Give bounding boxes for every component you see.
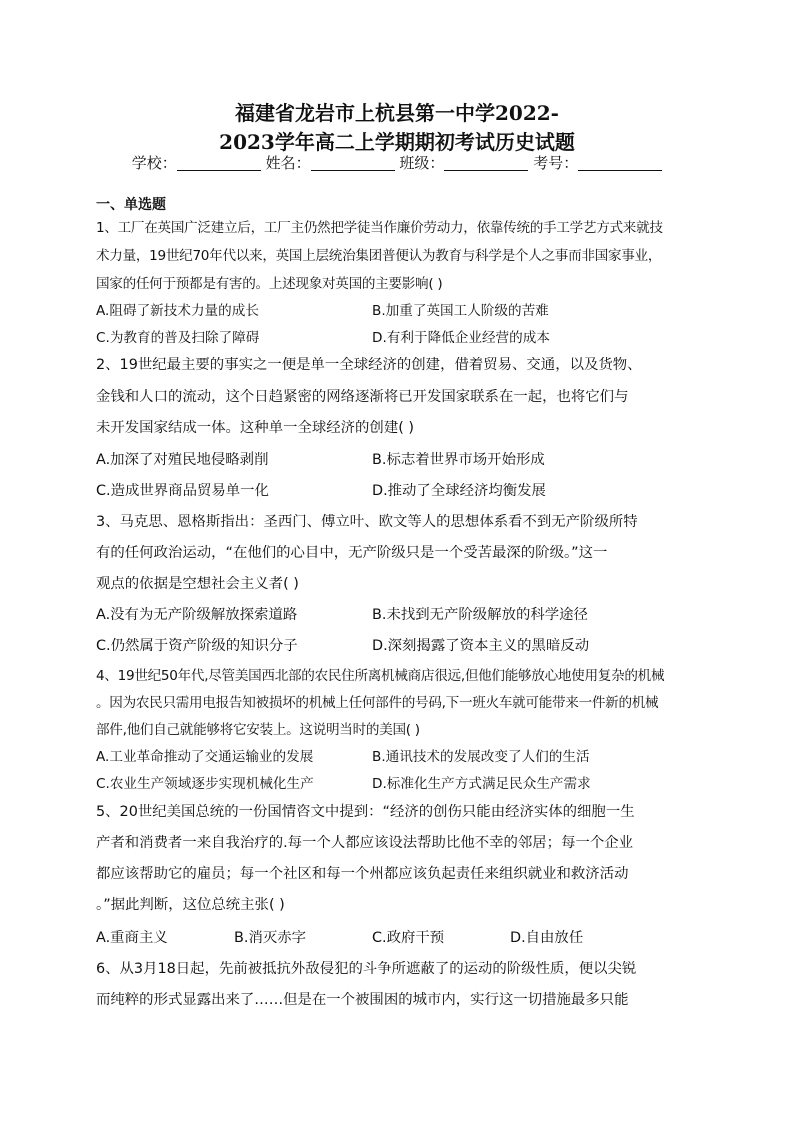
question-3-line-2: 有的任何政治运动，“在他们的心目中，无产阶级只是一个受苦最深的阶级。”这一 — [96, 545, 608, 561]
question-6-line-1: 6、从3月18日起，先前被抵抗外敌侵犯的斗争所遮蔽了的运动的阶级性质，便以尖锐 — [96, 961, 637, 977]
question-3-option-c[interactable]: C.仍然属于资产阶级的知识分子 — [96, 638, 298, 654]
exam-title-line2: 2023学年高二上学期期初考试历史试题 — [219, 130, 575, 154]
class-label: 班级： — [399, 154, 445, 172]
question-1-line-2: 术力量，19世纪70年代以来，英国上层统治集团普便认为教育与科学是个人之事而非国家事业， — [96, 248, 662, 264]
question-5-line-3: 都应该帮助它的雇员；每一个社区和每一个州都应该负起责任来组织就业和救济活动 — [96, 866, 629, 882]
class-blank[interactable] — [444, 154, 528, 171]
question-1-line-1: 1、工厂在英国广泛建立后，工厂主仍然把学徒当作廉价劳动力，依靠传统的手工学艺方式来就技 — [96, 220, 663, 236]
question-5-line-4: 。”据此判断，这位总统主张( ) — [96, 897, 285, 913]
question-4-option-b[interactable]: B.通讯技术的发展改变了人们的生活 — [372, 749, 590, 765]
question-5-line-1: 5、20世纪美国总统的一份国情咨文中提到：“经济的创伤只能由经济实体的细胞一生 — [96, 804, 635, 820]
question-3-line-1: 3、马克思、恩格斯指出：圣西门、傅立叶、欧文等人的思想体系看不到无产阶级所特 — [96, 514, 638, 530]
question-2-option-d[interactable]: D.推动了全球经济均衡发展 — [372, 483, 546, 499]
question-3-option-a[interactable]: A.没有为无产阶级解放探索道路 — [96, 607, 298, 623]
question-1-line-3: 国家的任何于预都是有害的。上述现象对英国的主要影响( ) — [96, 276, 443, 292]
student-info-row — [0, 152, 794, 173]
question-2-line-1: 2、19世纪最主要的事实之一便是单一全球经济的创建，借着贸易、交通，以及货物、 — [96, 357, 642, 373]
question-2-option-a[interactable]: A.加深了对殖民地侵略剥削 — [96, 452, 269, 468]
question-4-line-1: 4、19世纪50年代,尽管美国西北部的农民住所离机械商店很远,但他们能够放心地使用复杂的机械 — [96, 668, 665, 684]
section-title: 一、单选题 — [96, 197, 166, 213]
question-2-line-2: 金钱和人口的流动，这个日趋紧密的网络逐渐将已开发国家联系在一起，也将它们与 — [96, 389, 629, 405]
name-label: 姓名： — [265, 154, 311, 172]
question-5-line-2: 产者和消费者一来自我治疗的.每一个人都应该设法帮助比他不幸的邻居；每一个企业 — [96, 835, 634, 851]
question-1-option-d[interactable]: D.有利于降低企业经营的成本 — [372, 330, 550, 346]
question-2-option-b[interactable]: B.标志着世界市场开始形成 — [372, 452, 545, 468]
question-5-option-b[interactable]: B.消灭赤字 — [234, 930, 307, 946]
exam-title-line1: 福建省龙岩市上杭县第一中学2022- — [235, 101, 559, 125]
question-1-option-a[interactable]: A.阻碍了新技术力量的成长 — [96, 303, 259, 319]
question-3-option-d[interactable]: D.深刻揭露了资本主义的黑暗反动 — [372, 638, 590, 654]
number-label: 考号： — [533, 154, 579, 172]
question-2-line-3: 未开发国家结成一体。这种单一全球经济的创建( ) — [96, 420, 415, 436]
question-6-line-2: 而纯粹的形式显露出来了……但是在一个被围困的城市内，实行这一切措施最多只能 — [96, 992, 629, 1008]
question-1-option-b[interactable]: B.加重了英国工人阶级的苦难 — [372, 303, 549, 319]
question-4-option-a[interactable]: A.工业革命推动了交通运输业的发展 — [96, 749, 314, 765]
question-4-option-d[interactable]: D.标准化生产方式满足民众生产需求 — [372, 776, 591, 792]
question-3-line-3: 观点的依据是空想社会主义者( ) — [96, 576, 299, 592]
question-4-line-2: 。因为农民只需用电报告知被损坏的机械上任何部件的号码,下一班火车就可能带来一件新的机械 — [96, 695, 659, 711]
question-5-option-c[interactable]: C.政府干预 — [372, 930, 445, 946]
question-1-option-c[interactable]: C.为教育的普及扫除了障碍 — [96, 330, 260, 346]
number-blank[interactable] — [578, 154, 662, 171]
question-2-option-c[interactable]: C.造成世界商品贸易单一化 — [96, 483, 269, 499]
question-3-option-b[interactable]: B.未找到无产阶级解放的科学途径 — [372, 607, 588, 623]
question-5-option-a[interactable]: A.重商主义 — [96, 930, 168, 946]
question-4-option-c[interactable]: C.农业生产领域逐步实现机械化生产 — [96, 776, 314, 792]
school-label: 学校： — [131, 154, 177, 172]
question-5-option-d[interactable]: D.自由放任 — [510, 930, 584, 946]
school-blank[interactable] — [177, 154, 261, 171]
name-blank[interactable] — [311, 154, 395, 171]
question-4-line-3: 部件,他们自己就能够将它安装上。这说明当时的美国( ) — [96, 722, 420, 738]
